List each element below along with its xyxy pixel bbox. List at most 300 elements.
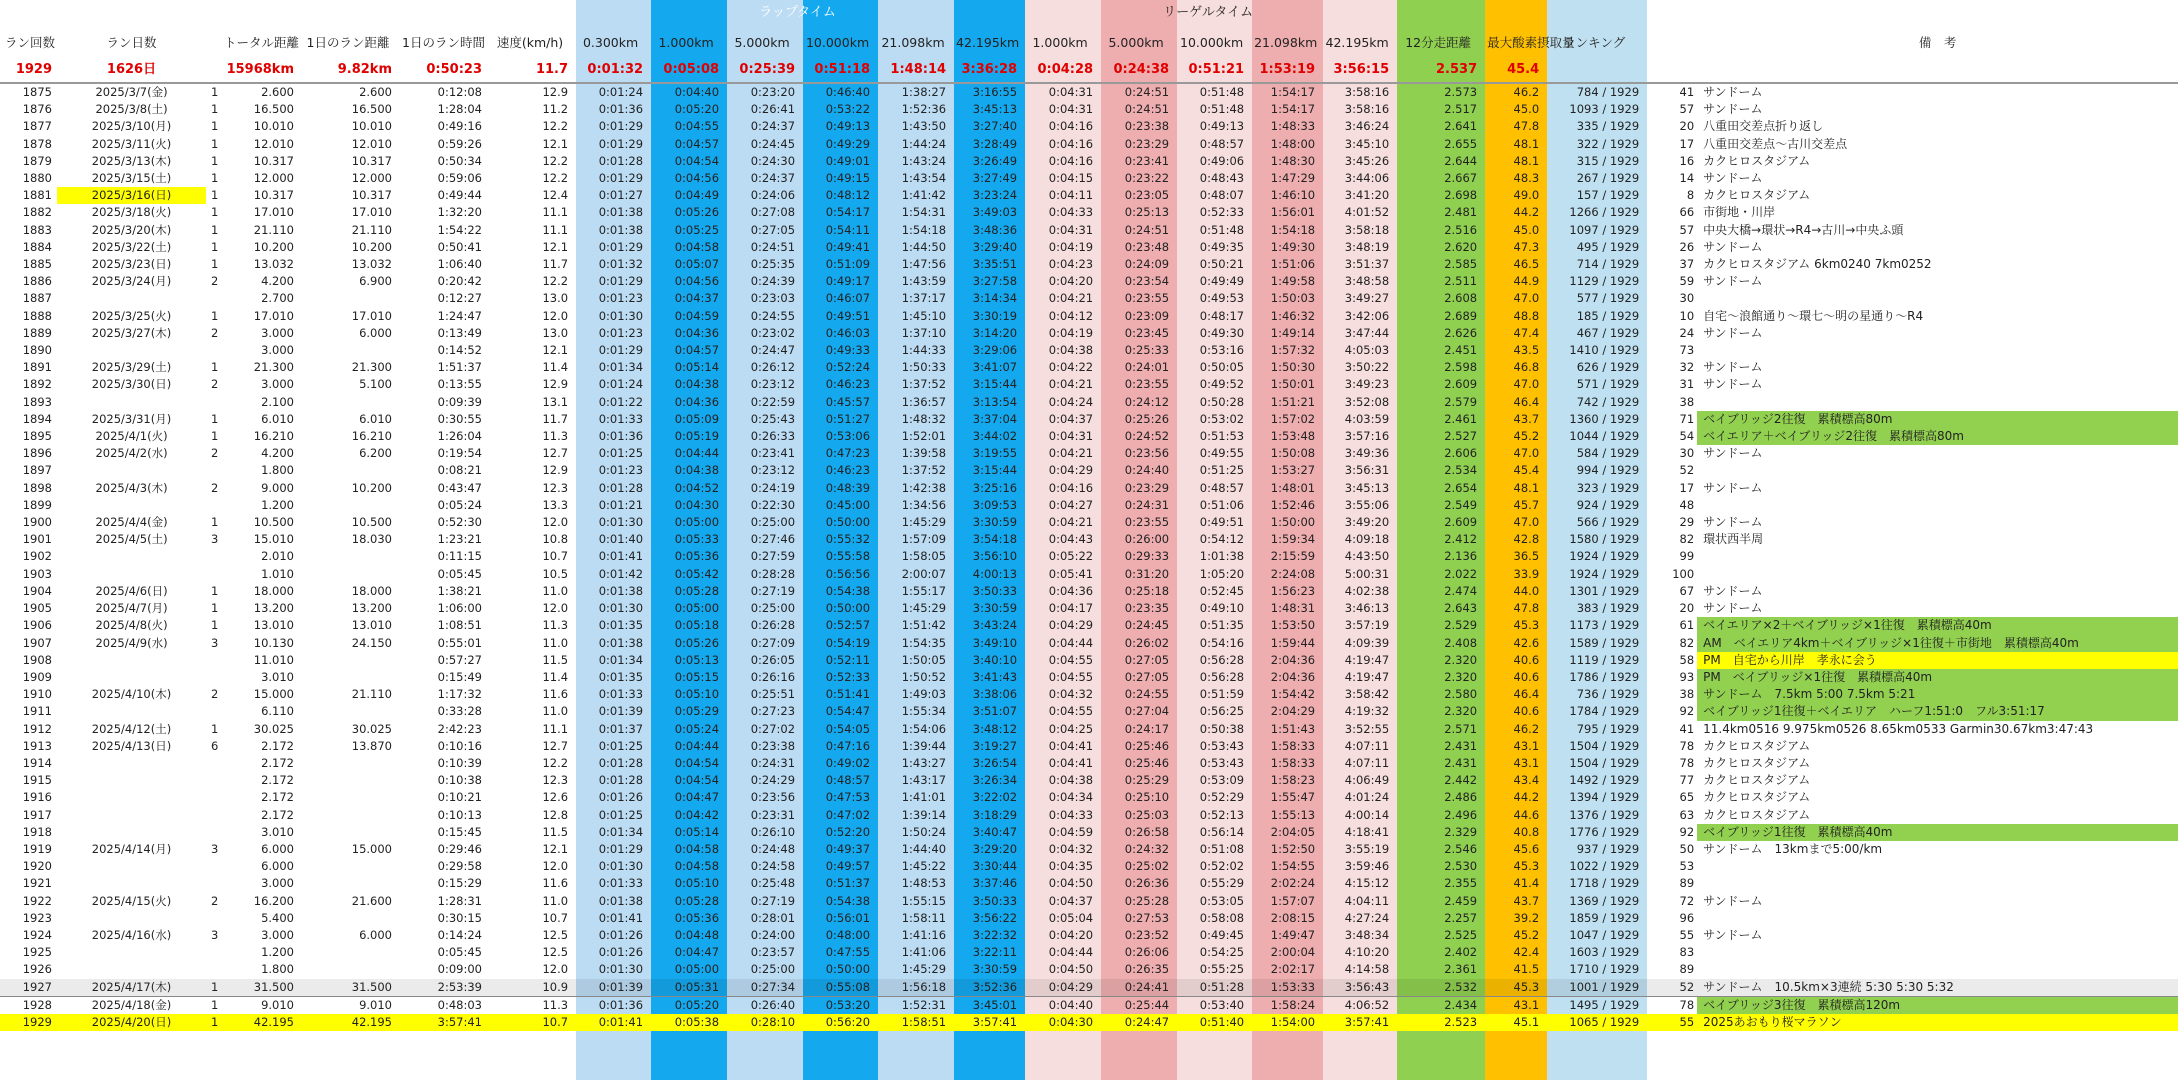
cell-league-21098[interactable]: 2:02:24: [1270, 876, 1316, 891]
cell-lap-42195[interactable]: 3:22:11: [972, 945, 1018, 960]
cell-vo2max[interactable]: 48.1: [1513, 480, 1540, 495]
cell-speed[interactable]: 12.5: [542, 927, 569, 942]
cell-vo2max[interactable]: 45.4: [1513, 463, 1540, 478]
cell-run-per-day[interactable]: [206, 961, 219, 978]
total-blank[interactable]: [206, 58, 219, 83]
cell-lap-10000[interactable]: 0:52:57: [825, 618, 871, 633]
cell-league-10000[interactable]: 0:51:25: [1199, 463, 1245, 478]
cell-run12-distance[interactable]: 2.667: [1444, 171, 1478, 186]
cell-lap-42195[interactable]: 3:56:22: [972, 910, 1018, 925]
cell-ranking[interactable]: 1001 / 1929: [1544, 979, 1644, 997]
cell-total-distance[interactable]: 2.700: [261, 291, 294, 306]
cell-note[interactable]: 2025あおもり桜マラソン: [1697, 1014, 2178, 1031]
cell-league-5000[interactable]: 0:24:55: [1124, 687, 1170, 702]
cell-run-date[interactable]: 2025/3/25(火): [91, 308, 172, 323]
cell-ranking[interactable]: 937 / 1929: [1576, 841, 1640, 856]
cell-league-1000[interactable]: 0:04:21: [1048, 446, 1094, 461]
cell-lap-21098[interactable]: 1:58:11: [901, 910, 947, 925]
cell-vo2max[interactable]: 40.8: [1513, 824, 1540, 839]
cell-run-count[interactable]: 1889: [22, 325, 52, 340]
cell-daily-time[interactable]: 1:24:47: [437, 308, 482, 323]
cell-run-count[interactable]: 1907: [22, 635, 52, 650]
cell-rank-number[interactable]: 37: [1679, 257, 1695, 272]
cell-vo2max[interactable]: 43.5: [1513, 343, 1540, 358]
cell-lap-10000[interactable]: 0:49:57: [825, 859, 871, 874]
cell-lap-21098[interactable]: 1:44:33: [901, 343, 947, 358]
cell-lap-21098[interactable]: 1:54:31: [901, 205, 947, 220]
cell-note[interactable]: サンドーム: [1703, 360, 1763, 375]
cell-league-10000[interactable]: 0:53:02: [1199, 411, 1245, 426]
cell-league-5000[interactable]: 0:23:45: [1124, 325, 1170, 340]
cell-note[interactable]: サンドーム: [1703, 446, 1763, 461]
cell-run-per-day[interactable]: [206, 858, 219, 875]
col-header-lap-42195[interactable]: 42.195km: [956, 34, 1020, 50]
cell-league-10000[interactable]: 0:48:43: [1199, 171, 1245, 186]
cell-lap-42195[interactable]: 3:30:59: [972, 601, 1018, 616]
cell-lap-5000[interactable]: 0:26:12: [750, 360, 796, 375]
cell-daily-distance[interactable]: [299, 669, 397, 686]
cell-lap-1000[interactable]: 0:05:26: [674, 635, 720, 650]
cell-run-count[interactable]: 1905: [22, 601, 52, 616]
cell-league-1000[interactable]: 0:04:19: [1048, 325, 1094, 340]
cell-lap-5000[interactable]: 0:25:00: [750, 601, 796, 616]
cell-league-42195[interactable]: 3:45:10: [1344, 136, 1390, 151]
col-header-rank-number[interactable]: [1644, 26, 1697, 58]
col-header-total-distance[interactable]: トータル距離: [224, 34, 300, 50]
cell-lap-1000[interactable]: 0:04:37: [674, 291, 720, 306]
cell-ranking[interactable]: 795 / 1929: [1576, 721, 1640, 736]
cell-run-count[interactable]: 1909: [22, 669, 52, 684]
cell-league-1000[interactable]: 0:04:15: [1048, 171, 1094, 186]
cell-league-21098[interactable]: 1:53:27: [1270, 463, 1316, 478]
cell-lap-21098[interactable]: 1:45:10: [901, 308, 947, 323]
cell-run-date[interactable]: 2025/4/7(月): [95, 601, 168, 616]
cell-lap-1000[interactable]: 0:04:56: [674, 171, 720, 186]
cell-speed[interactable]: 11.0: [542, 635, 569, 650]
cell-daily-distance[interactable]: 21.110: [351, 687, 392, 702]
cell-league-1000[interactable]: 0:04:30: [1022, 1014, 1098, 1031]
cell-lap-21098[interactable]: 1:49:03: [901, 687, 947, 702]
cell-lap-10000[interactable]: 0:56:20: [800, 1014, 875, 1031]
cell-lap-21098[interactable]: 1:41:06: [901, 945, 947, 960]
cell-vo2max[interactable]: 44.6: [1513, 807, 1540, 822]
cell-league-21098[interactable]: 1:46:32: [1270, 308, 1316, 323]
cell-lap-10000[interactable]: 0:48:57: [825, 773, 871, 788]
cell-daily-time[interactable]: 1:54:22: [437, 222, 482, 237]
cell-ranking[interactable]: 315 / 1929: [1576, 153, 1640, 168]
cell-run12-distance[interactable]: 2.516: [1444, 222, 1478, 237]
cell-run-date[interactable]: [57, 548, 206, 565]
cell-lap-0300[interactable]: 0:01:32: [598, 257, 644, 272]
cell-lap-0300[interactable]: 0:01:41: [598, 549, 644, 564]
cell-run12-distance[interactable]: 2.585: [1444, 257, 1478, 272]
cell-lap-21098[interactable]: 1:47:56: [901, 257, 947, 272]
cell-run-date[interactable]: 2025/3/23(日): [91, 257, 172, 272]
cell-league-1000[interactable]: 0:04:12: [1048, 308, 1094, 323]
cell-lap-5000[interactable]: 0:25:51: [750, 687, 796, 702]
cell-league-1000[interactable]: 0:05:22: [1048, 549, 1094, 564]
cell-lap-21098[interactable]: 1:45:29: [901, 962, 947, 977]
cell-league-42195[interactable]: 3:48:34: [1344, 927, 1390, 942]
cell-vo2max[interactable]: 43.4: [1513, 773, 1540, 788]
cell-lap-5000[interactable]: 0:24:45: [750, 136, 796, 151]
cell-daily-distance[interactable]: 10.317: [351, 188, 392, 203]
cell-run-per-day[interactable]: [206, 669, 219, 686]
cell-daily-distance[interactable]: 18.000: [351, 583, 392, 598]
cell-total-distance[interactable]: 2.172: [261, 790, 294, 805]
cell-lap-5000[interactable]: 0:25:35: [750, 257, 796, 272]
cell-run-per-day[interactable]: [206, 789, 219, 806]
cell-run-count[interactable]: 1917: [22, 807, 52, 822]
cell-league-10000[interactable]: 0:51:48: [1199, 85, 1245, 99]
cell-lap-42195[interactable]: 3:19:27: [972, 738, 1018, 753]
cell-note[interactable]: サンドーム: [1703, 377, 1763, 392]
cell-speed[interactable]: 11.1: [542, 222, 569, 237]
cell-run12-distance[interactable]: 2.606: [1444, 446, 1478, 461]
cell-rank-number[interactable]: 24: [1679, 325, 1695, 340]
cell-note[interactable]: [1697, 548, 2178, 565]
cell-league-42195[interactable]: 3:58:42: [1344, 687, 1390, 702]
cell-note[interactable]: カクヒロスタジアム: [1703, 807, 1811, 822]
cell-vo2max[interactable]: 48.8: [1513, 308, 1540, 323]
cell-lap-10000[interactable]: 0:49:13: [825, 119, 871, 134]
cell-daily-time[interactable]: 0:10:16: [437, 738, 482, 753]
cell-lap-42195[interactable]: 3:48:36: [972, 222, 1018, 237]
cell-lap-21098[interactable]: 1:45:22: [901, 859, 947, 874]
cell-league-10000[interactable]: 0:48:07: [1199, 188, 1245, 203]
cell-run12-distance[interactable]: 2.320: [1444, 704, 1478, 719]
cell-note[interactable]: サンドーム: [1703, 239, 1763, 254]
cell-ranking[interactable]: 495 / 1929: [1576, 239, 1640, 254]
col-header-run-days[interactable]: ラン日数: [106, 34, 157, 50]
cell-rank-number[interactable]: 57: [1679, 102, 1695, 117]
cell-total-distance[interactable]: 10.317: [253, 153, 294, 168]
cell-daily-time[interactable]: 0:57:27: [437, 652, 482, 667]
cell-ranking[interactable]: 1776 / 1929: [1569, 824, 1640, 839]
cell-league-10000[interactable]: 0:50:38: [1199, 721, 1245, 736]
cell-note[interactable]: ベイブリッジ2往復 累積標高80m: [1697, 411, 2178, 428]
cell-speed[interactable]: 12.2: [542, 119, 569, 134]
cell-league-21098[interactable]: 1:53:50: [1270, 618, 1316, 633]
cell-daily-distance[interactable]: [299, 566, 397, 583]
cell-lap-10000[interactable]: 0:51:37: [825, 876, 871, 891]
cell-run-count[interactable]: 1876: [22, 102, 52, 117]
cell-league-10000[interactable]: 0:55:25: [1199, 962, 1245, 977]
cell-total-distance[interactable]: 2.172: [261, 755, 294, 770]
cell-lap-10000[interactable]: 0:49:33: [825, 343, 871, 358]
cell-rank-number[interactable]: 63: [1679, 807, 1695, 822]
cell-note[interactable]: サンドーム: [1703, 480, 1763, 495]
cell-daily-distance[interactable]: [299, 858, 397, 875]
cell-speed[interactable]: 12.3: [542, 480, 569, 495]
cell-lap-42195[interactable]: 3:48:12: [972, 721, 1018, 736]
cell-league-5000[interactable]: 0:26:06: [1124, 945, 1170, 960]
cell-rank-number[interactable]: 67: [1679, 583, 1695, 598]
cell-ranking[interactable]: 1369 / 1929: [1569, 893, 1640, 908]
cell-run12-distance[interactable]: 2.461: [1444, 411, 1478, 426]
cell-league-10000[interactable]: 0:51:08: [1199, 841, 1245, 856]
cell-run-date[interactable]: 2025/3/20(木): [91, 222, 172, 237]
cell-league-5000[interactable]: 0:27:53: [1124, 910, 1170, 925]
cell-daily-distance[interactable]: [299, 755, 397, 772]
cell-lap-10000[interactable]: 0:46:23: [825, 463, 871, 478]
cell-league-10000[interactable]: 0:49:06: [1199, 153, 1245, 168]
cell-ranking[interactable]: 323 / 1929: [1576, 480, 1640, 495]
cell-vo2max[interactable]: 40.6: [1513, 652, 1540, 667]
total-lap-0300[interactable]: 0:01:32: [573, 58, 648, 83]
cell-rank-number[interactable]: 65: [1679, 790, 1695, 805]
cell-run-per-day[interactable]: 1: [211, 583, 219, 598]
cell-lap-21098[interactable]: 1:43:24: [901, 153, 947, 168]
cell-lap-42195[interactable]: 3:22:02: [972, 790, 1018, 805]
cell-league-5000[interactable]: 0:24:45: [1124, 618, 1170, 633]
cell-ranking[interactable]: 1492 / 1929: [1569, 773, 1640, 788]
cell-league-1000[interactable]: 0:04:31: [1048, 429, 1094, 444]
cell-run12-distance[interactable]: 2.022: [1444, 566, 1478, 581]
cell-rank-number[interactable]: 38: [1679, 687, 1695, 702]
cell-lap-1000[interactable]: 0:04:57: [674, 136, 720, 151]
cell-lap-1000[interactable]: 0:05:20: [674, 102, 720, 117]
cell-league-42195[interactable]: 4:18:41: [1344, 824, 1390, 839]
cell-daily-time[interactable]: 1:28:04: [437, 102, 482, 117]
cell-rank-number[interactable]: 71: [1679, 411, 1695, 426]
cell-league-21098[interactable]: 1:59:44: [1270, 635, 1316, 650]
cell-lap-0300[interactable]: 0:01:39: [573, 979, 648, 997]
cell-total-distance[interactable]: 9.010: [219, 996, 299, 1014]
cell-ranking[interactable]: 1786 / 1929: [1569, 669, 1640, 684]
cell-lap-21098[interactable]: 1:43:54: [901, 171, 947, 186]
cell-run-per-day[interactable]: 1: [211, 222, 219, 237]
cell-league-10000[interactable]: 0:51:28: [1174, 979, 1249, 997]
cell-vo2max[interactable]: 45.3: [1513, 859, 1540, 874]
total-lap-21098[interactable]: 1:48:14: [875, 58, 951, 83]
cell-daily-distance[interactable]: 17.010: [351, 205, 392, 220]
cell-run-count[interactable]: 1926: [22, 962, 52, 977]
cell-league-1000[interactable]: 0:04:33: [1048, 807, 1094, 822]
cell-run-date[interactable]: [57, 858, 206, 875]
cell-lap-0300[interactable]: 0:01:36: [598, 429, 644, 444]
cell-run-date[interactable]: 2025/3/30(日): [91, 377, 172, 392]
cell-league-42195[interactable]: 3:55:06: [1344, 497, 1390, 512]
cell-ranking[interactable]: 577 / 1929: [1576, 291, 1640, 306]
cell-lap-21098[interactable]: 1:42:38: [901, 480, 947, 495]
cell-speed[interactable]: 12.9: [542, 463, 569, 478]
cell-league-5000[interactable]: 0:24:52: [1124, 429, 1170, 444]
cell-total-distance[interactable]: 1.800: [261, 962, 294, 977]
cell-run-count[interactable]: 1882: [22, 205, 52, 220]
cell-league-42195[interactable]: 4:04:11: [1344, 893, 1390, 908]
cell-run-date[interactable]: 2025/4/20(日): [57, 1014, 206, 1031]
cell-lap-10000[interactable]: 0:54:11: [825, 222, 871, 237]
cell-lap-10000[interactable]: 0:53:20: [800, 996, 875, 1014]
cell-ranking[interactable]: 467 / 1929: [1576, 325, 1640, 340]
cell-run-per-day[interactable]: 1: [211, 136, 219, 151]
cell-league-10000[interactable]: 0:56:14: [1199, 824, 1245, 839]
cell-run-date[interactable]: 2025/4/15(火): [91, 893, 172, 908]
cell-league-21098[interactable]: 1:50:30: [1270, 360, 1316, 375]
cell-note[interactable]: ベイブリッジ3往復 累積標高120m: [1697, 996, 2178, 1014]
cell-run12-distance[interactable]: 2.580: [1444, 687, 1478, 702]
cell-total-distance[interactable]: 3.010: [261, 824, 294, 839]
cell-lap-1000[interactable]: 0:05:24: [674, 721, 720, 736]
cell-lap-5000[interactable]: 0:24:55: [750, 308, 796, 323]
cell-run-per-day[interactable]: 1: [211, 171, 219, 186]
cell-lap-42195[interactable]: 3:44:02: [972, 429, 1018, 444]
cell-run-date[interactable]: 2025/3/7(金): [95, 85, 168, 99]
cell-league-1000[interactable]: 0:04:50: [1048, 962, 1094, 977]
cell-run-per-day[interactable]: 1: [211, 188, 219, 203]
cell-run-date[interactable]: [57, 342, 206, 359]
cell-lap-21098[interactable]: 1:41:16: [901, 927, 947, 942]
cell-league-10000[interactable]: 0:49:35: [1199, 239, 1245, 254]
cell-run-count[interactable]: 1898: [22, 480, 52, 495]
cell-lap-21098[interactable]: 1:37:52: [901, 377, 947, 392]
cell-lap-1000[interactable]: 0:04:44: [674, 446, 720, 461]
cell-ranking[interactable]: 1603 / 1929: [1569, 945, 1640, 960]
cell-lap-0300[interactable]: 0:01:26: [598, 790, 644, 805]
cell-run-date[interactable]: 2025/3/13(木): [91, 153, 172, 168]
cell-league-1000[interactable]: 0:04:44: [1048, 945, 1094, 960]
cell-run-date[interactable]: [57, 824, 206, 841]
cell-league-1000[interactable]: 0:05:41: [1048, 566, 1094, 581]
cell-lap-42195[interactable]: 3:38:06: [972, 687, 1018, 702]
cell-lap-21098[interactable]: 1:37:52: [901, 463, 947, 478]
cell-run12-distance[interactable]: 2.698: [1444, 188, 1478, 203]
cell-league-1000[interactable]: 0:04:41: [1048, 755, 1094, 770]
cell-run12-distance[interactable]: 2.511: [1444, 274, 1478, 289]
cell-ranking[interactable]: 1859 / 1929: [1569, 910, 1640, 925]
cell-league-5000[interactable]: 0:25:13: [1124, 205, 1170, 220]
cell-run-count[interactable]: 1880: [22, 171, 52, 186]
cell-league-5000[interactable]: 0:23:38: [1124, 119, 1170, 134]
cell-lap-21098[interactable]: 1:44:50: [901, 239, 947, 254]
cell-ranking[interactable]: 1047 / 1929: [1569, 927, 1640, 942]
cell-lap-1000[interactable]: 0:05:00: [674, 601, 720, 616]
cell-daily-time[interactable]: 1:23:21: [437, 532, 482, 547]
cell-league-21098[interactable]: 1:54:55: [1270, 859, 1316, 874]
cell-lap-0300[interactable]: 0:01:25: [598, 738, 644, 753]
cell-lap-1000[interactable]: 0:05:20: [648, 996, 724, 1014]
cell-total-distance[interactable]: 15.000: [253, 687, 294, 702]
cell-run12-distance[interactable]: 2.549: [1444, 497, 1478, 512]
cell-lap-10000[interactable]: 0:53:22: [825, 102, 871, 117]
cell-daily-distance[interactable]: 13.870: [351, 738, 392, 753]
cell-run-count[interactable]: 1916: [22, 790, 52, 805]
cell-league-21098[interactable]: 2:04:05: [1270, 824, 1316, 839]
cell-rank-number[interactable]: 66: [1679, 205, 1695, 220]
cell-total-distance[interactable]: 1.200: [261, 945, 294, 960]
cell-league-42195[interactable]: 4:07:11: [1344, 755, 1390, 770]
cell-league-10000[interactable]: 0:52:33: [1199, 205, 1245, 220]
cell-daily-distance[interactable]: 16.500: [351, 102, 392, 117]
cell-league-42195[interactable]: 3:46:24: [1344, 119, 1390, 134]
cell-league-1000[interactable]: 0:04:59: [1048, 824, 1094, 839]
cell-league-42195[interactable]: 3:51:37: [1344, 257, 1390, 272]
cell-run-date[interactable]: [57, 789, 206, 806]
cell-lap-10000[interactable]: 0:49:29: [825, 136, 871, 151]
cell-league-5000[interactable]: 0:27:04: [1124, 704, 1170, 719]
cell-ranking[interactable]: 1093 / 1929: [1569, 102, 1640, 117]
cell-league-5000[interactable]: 0:25:29: [1124, 773, 1170, 788]
cell-run-per-day[interactable]: 2: [211, 893, 219, 908]
cell-league-1000[interactable]: 0:04:29: [1022, 979, 1098, 997]
cell-lap-10000[interactable]: 0:56:01: [825, 910, 871, 925]
cell-lap-10000[interactable]: 0:47:02: [825, 807, 871, 822]
cell-lap-5000[interactable]: 0:26:33: [750, 429, 796, 444]
cell-ranking[interactable]: 1301 / 1929: [1569, 583, 1640, 598]
cell-league-5000[interactable]: 0:23:22: [1124, 171, 1170, 186]
cell-league-5000[interactable]: 0:26:58: [1124, 824, 1170, 839]
cell-speed[interactable]: 12.9: [542, 377, 569, 392]
cell-run-per-day[interactable]: [206, 875, 219, 892]
cell-lap-0300[interactable]: 0:01:38: [598, 583, 644, 598]
cell-league-10000[interactable]: 0:48:57: [1199, 480, 1245, 495]
cell-league-21098[interactable]: 1:49:30: [1270, 239, 1316, 254]
cell-total-distance[interactable]: 1.200: [261, 497, 294, 512]
cell-lap-21098[interactable]: 1:44:40: [901, 841, 947, 856]
cell-run-per-day[interactable]: 1: [211, 411, 219, 426]
cell-note[interactable]: PM 自宅から川岸 孝永に会う: [1697, 652, 2178, 669]
cell-lap-10000[interactable]: 0:48:00: [825, 927, 871, 942]
cell-run12-distance[interactable]: 2.431: [1444, 738, 1478, 753]
cell-lap-0300[interactable]: 0:01:23: [598, 325, 644, 340]
cell-lap-21098[interactable]: 1:36:57: [901, 394, 947, 409]
cell-run-date[interactable]: [57, 497, 206, 514]
cell-lap-42195[interactable]: 3:18:29: [972, 807, 1018, 822]
cell-league-10000[interactable]: 0:49:10: [1199, 601, 1245, 616]
cell-league-42195[interactable]: 3:47:44: [1344, 325, 1390, 340]
col-header-league-1000[interactable]: 1.000km: [1032, 34, 1088, 50]
cell-ranking[interactable]: 584 / 1929: [1576, 446, 1640, 461]
cell-run12-distance[interactable]: 2.496: [1444, 807, 1478, 822]
cell-ranking[interactable]: 1924 / 1929: [1569, 566, 1640, 581]
cell-league-10000[interactable]: 0:54:12: [1199, 532, 1245, 547]
cell-rank-number[interactable]: 8: [1686, 188, 1695, 203]
cell-run12-distance[interactable]: 2.643: [1444, 601, 1478, 616]
cell-rank-number[interactable]: 55: [1644, 1014, 1697, 1031]
cell-run-per-day[interactable]: [206, 548, 219, 565]
cell-lap-5000[interactable]: 0:23:03: [750, 291, 796, 306]
cell-lap-21098[interactable]: 1:50:05: [901, 652, 947, 667]
cell-run-count[interactable]: 1921: [22, 876, 52, 891]
cell-league-42195[interactable]: 4:14:58: [1344, 962, 1390, 977]
cell-league-42195[interactable]: 3:50:22: [1344, 360, 1390, 375]
cell-league-5000[interactable]: 0:23:55: [1124, 291, 1170, 306]
cell-total-distance[interactable]: 2.100: [261, 394, 294, 409]
cell-run-date[interactable]: 2025/4/6(日): [95, 583, 168, 598]
cell-total-distance[interactable]: 17.010: [253, 308, 294, 323]
cell-note[interactable]: [1697, 566, 2178, 583]
cell-lap-5000[interactable]: 0:25:00: [750, 515, 796, 530]
cell-ranking[interactable]: 1924 / 1929: [1569, 549, 1640, 564]
cell-lap-42195[interactable]: 3:30:59: [972, 515, 1018, 530]
cell-run-count[interactable]: 1928: [0, 996, 57, 1014]
cell-lap-10000[interactable]: 0:50:00: [825, 601, 871, 616]
cell-league-5000[interactable]: 0:25:18: [1124, 583, 1170, 598]
cell-daily-distance[interactable]: [299, 961, 397, 978]
cell-speed[interactable]: 11.1: [542, 721, 569, 736]
cell-league-1000[interactable]: 0:04:29: [1048, 618, 1094, 633]
cell-run-per-day[interactable]: 1: [206, 1014, 219, 1031]
cell-run-count[interactable]: 1919: [22, 841, 52, 856]
cell-lap-1000[interactable]: 0:05:28: [674, 583, 720, 598]
cell-run-count[interactable]: 1890: [22, 343, 52, 358]
cell-lap-5000[interactable]: 0:24:37: [750, 119, 796, 134]
cell-league-1000[interactable]: 0:04:34: [1048, 790, 1094, 805]
cell-league-5000[interactable]: 0:23:52: [1124, 927, 1170, 942]
cell-run-per-day[interactable]: 2: [211, 325, 219, 340]
col-header-daily-distance[interactable]: 1日のラン距離: [306, 34, 390, 50]
